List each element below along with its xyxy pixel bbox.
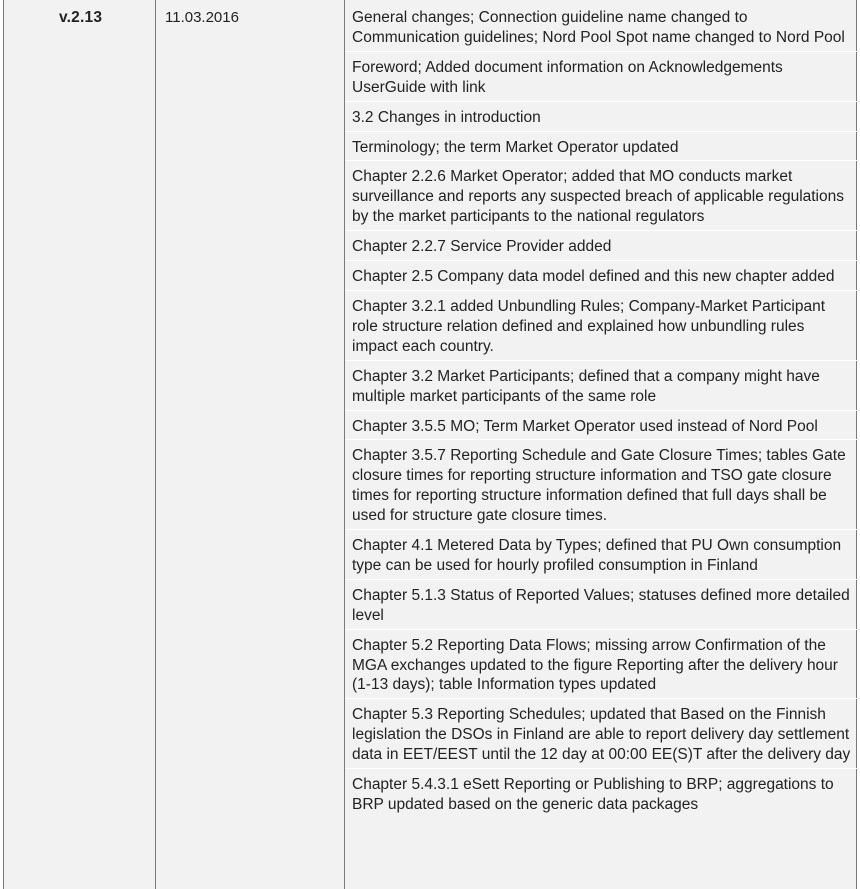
version-number: v.2.13	[59, 9, 103, 26]
change-item: Chapter 2.2.7 Service Provider added	[345, 230, 857, 257]
change-item: General changes; Connection guideline name changed to Communication guidelines; Nord Pool Spot name changed to Nord Pool	[352, 9, 845, 46]
revision-date: 11.03.2016	[165, 9, 239, 26]
change-item: Chapter 3.2.1 added Unbundling Rules; Company-Market Participant role structure relation defined and explained how unbundling rules impact each country.	[345, 290, 857, 357]
change-item: Chapter 3.2 Market Participants; defined that a company might have multiple market participants of the same role	[345, 360, 857, 407]
changes-cell	[345, 0, 857, 889]
change-item: Chapter 2.2.6 Market Operator; added that MO conducts market surveillance and reports any suspected breach of applicable regulations by the market participants to the national regulators	[345, 160, 857, 227]
change-item: Chapter 3.5.7 Reporting Schedule and Gate Closure Times; tables Gate closure times for reporting structure information and TSO gate closure times for reporting structure information defined that full days shall be used for structure gate closure times.	[345, 439, 857, 526]
version-cell	[3, 0, 156, 889]
change-item: Chapter 3.5.5 MO; Term Market Operator used instead of Nord Pool	[345, 410, 857, 437]
change-item: Chapter 5.3 Reporting Schedules; updated that Based on the Finnish legislation the DSOs in Finland are able to report delivery day settlement data in EET/EEST until the 12 day at 00:00 EE(S)T after the delivery day	[345, 698, 857, 765]
change-item: Chapter 5.2 Reporting Data Flows; missing arrow Confirmation of the MGA exchanges updated to the figure Reporting after the delivery hour (1-13 days); table Information types updated	[345, 629, 857, 696]
change-item: Chapter 4.1 Metered Data by Types; defined that PU Own consumption type can be used for hourly profiled consumption in Finland	[345, 529, 857, 576]
change-item: Chapter 2.5 Company data model defined and this new chapter added	[345, 260, 857, 287]
change-item: 3.2 Changes in introduction	[345, 101, 857, 128]
change-item: Terminology; the term Market Operator updated	[345, 131, 857, 158]
change-item: Chapter 5.4.3.1 eSett Reporting or Publishing to BRP; aggregations to BRP updated based on the generic data packages	[345, 768, 857, 815]
change-item: Chapter 5.1.3 Status of Reported Values; statuses defined more detailed level	[345, 579, 857, 626]
date-cell	[156, 0, 345, 889]
changes-list	[345, 2, 857, 818]
change-item: Foreword; Added document information on Acknowledgements UserGuide with link	[345, 51, 857, 98]
